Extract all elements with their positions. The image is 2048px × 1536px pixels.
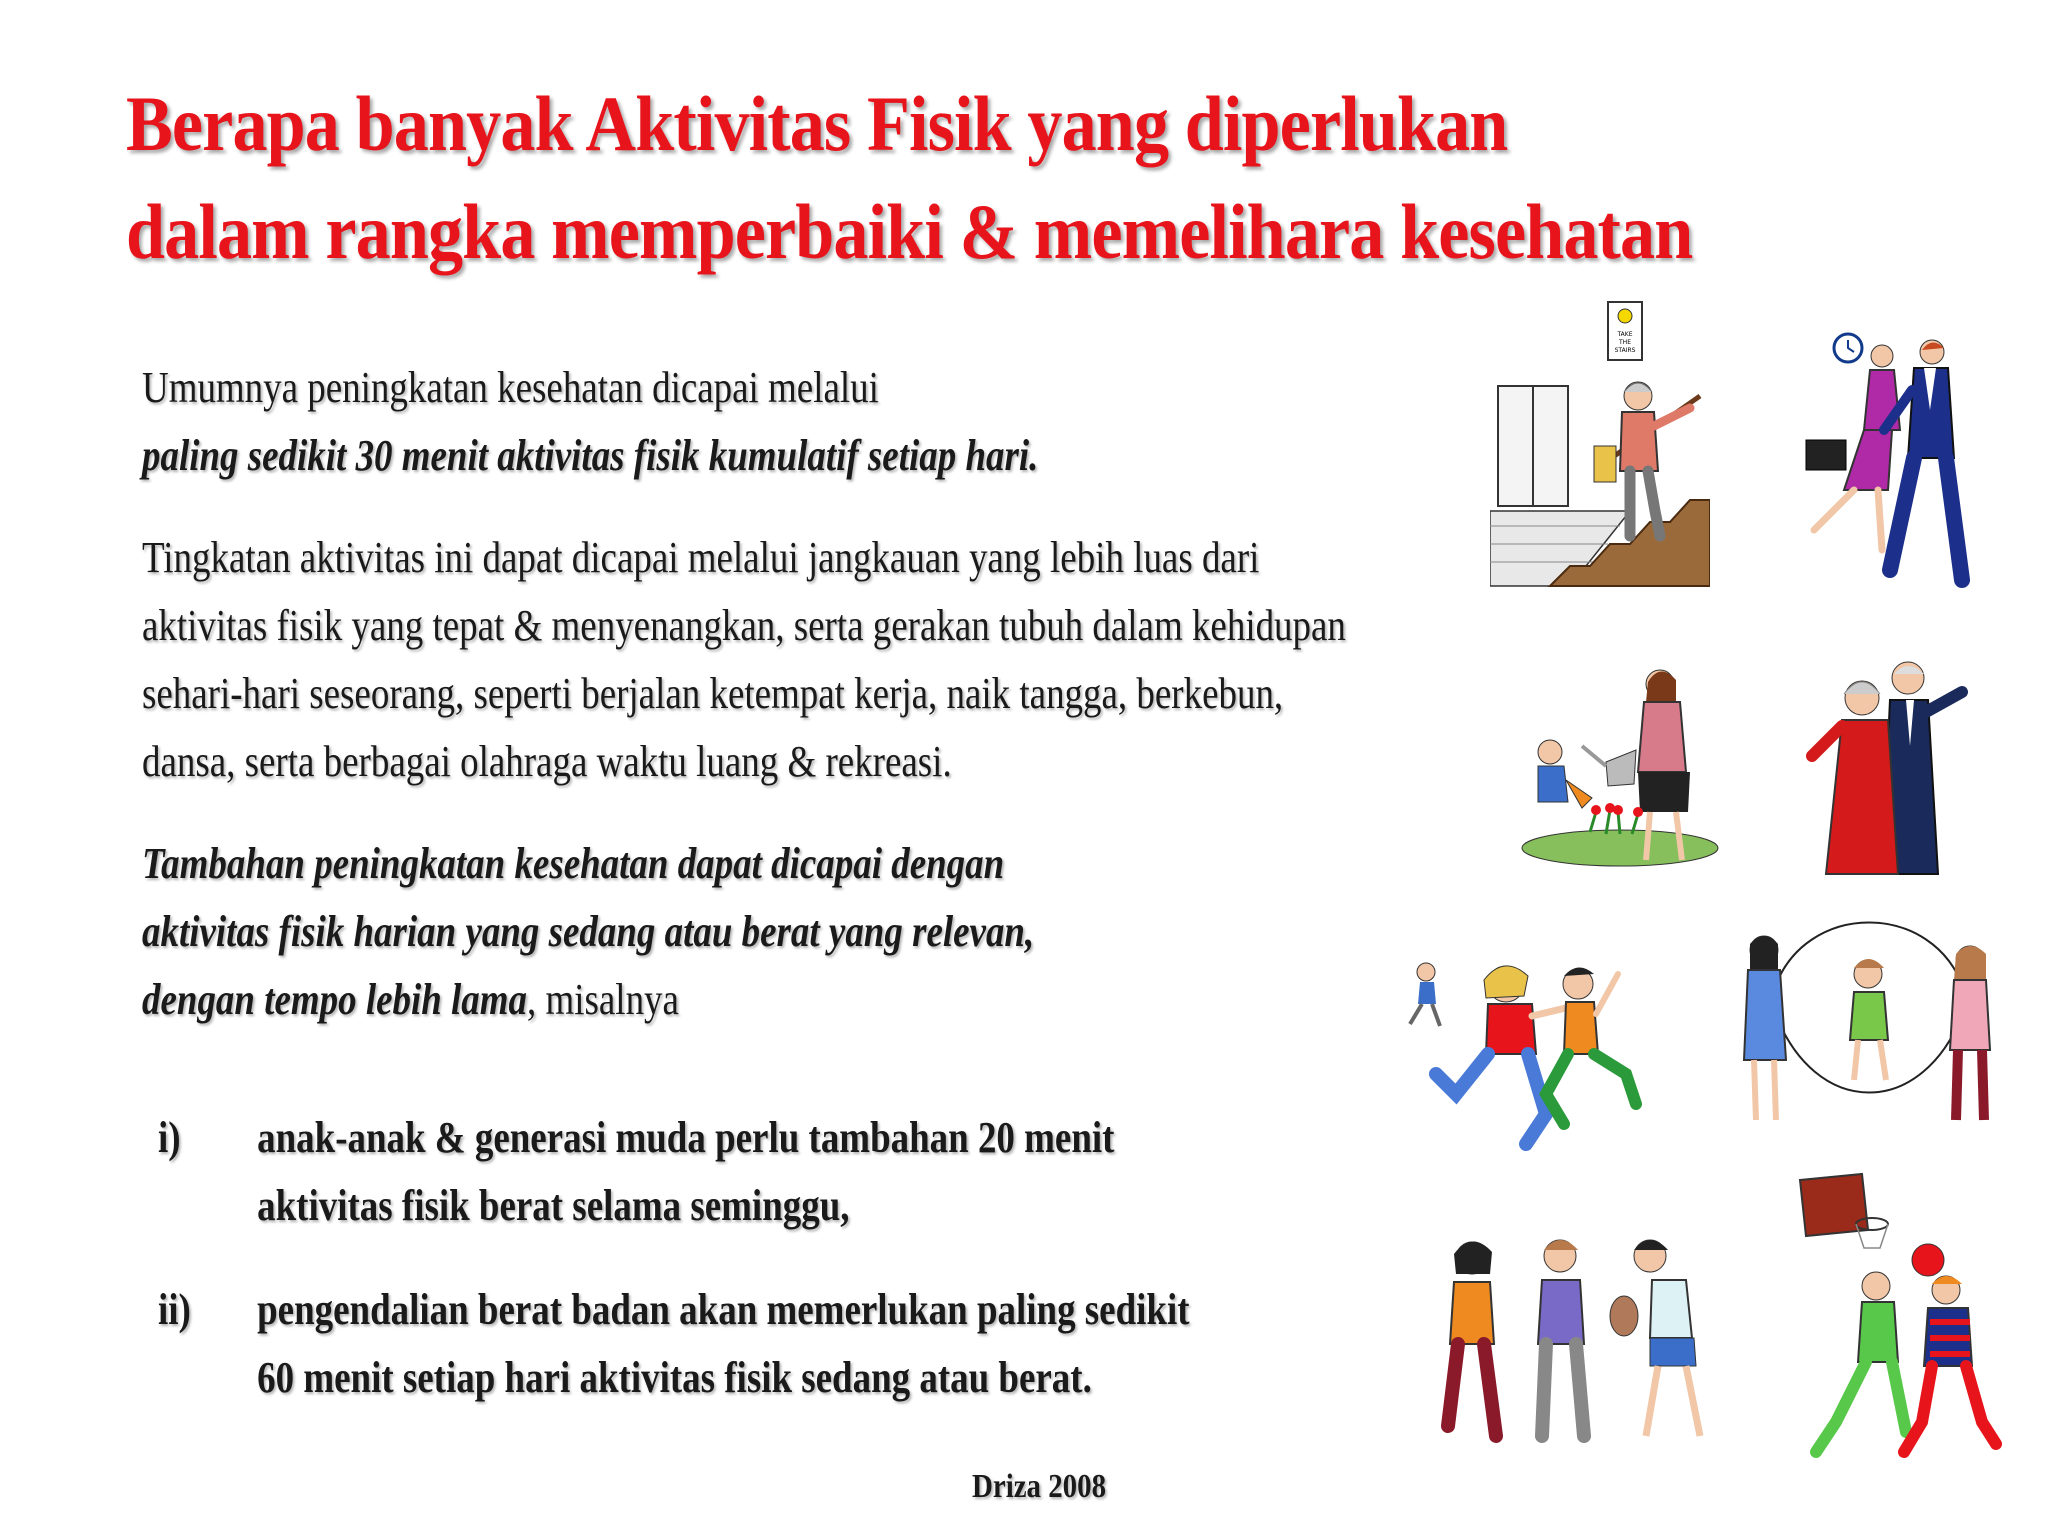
slide-title xyxy=(126,70,1693,286)
list-item-line-1: anak-anak & generasi muda perlu tambahan 20 menit xyxy=(257,1113,1115,1162)
dancing-couple-icon xyxy=(1798,656,1978,876)
activity-line-2: aktivitas fisik yang tepat & menyenangkan, serta gerakan tubuh dalam kehidupan xyxy=(142,601,1346,650)
intro-line-1: Umumnya peningkatan kesehatan dicapai melalui xyxy=(142,363,879,412)
list-marker: ii) xyxy=(158,1285,191,1334)
list-item-line-1: pengendalian berat badan akan memerlukan paling sedikit xyxy=(257,1285,1190,1334)
activity-paragraph xyxy=(142,524,1346,796)
list-item-line-2: 60 menit setiap hari aktivitas fisik sedang atau berat. xyxy=(257,1353,1092,1402)
stairs-climbing-icon xyxy=(1490,296,1710,596)
commuters-walking-icon xyxy=(1762,330,1972,592)
list-item xyxy=(158,1276,1190,1416)
children-running-icon xyxy=(1396,944,1646,1154)
extra-line-3 xyxy=(142,966,1034,1034)
activity-line-4: dansa, serta berbagai olahraga waktu luang & rekreasi. xyxy=(142,737,952,786)
extra-benefit-paragraph xyxy=(142,830,1034,1034)
title-line-2: dalam rangka memperbaiki & memelihara kesehatan xyxy=(126,188,1693,275)
title-line-1: Berapa banyak Aktivitas Fisik yang diperlukan xyxy=(126,80,1508,167)
sign-line-2: THE xyxy=(1619,339,1631,346)
extra-line-3-rest: , misalnya xyxy=(527,975,679,1024)
activity-line-1: Tingkatan aktivitas ini dapat dicapai melalui jangkauan yang lebih luas dari xyxy=(142,533,1260,582)
list-item-text xyxy=(257,1104,1114,1240)
extra-line-2: aktivitas fisik harian yang sedang atau berat yang relevan, xyxy=(142,907,1035,956)
extra-line-3-bold: dengan tempo lebih lama xyxy=(142,975,528,1024)
basketball-icon xyxy=(1796,1172,2006,1464)
list-item-text xyxy=(257,1276,1189,1412)
activity-line-3: sehari-hari seseorang, seperti berjalan ketempat kerja, naik tangga, berkebun, xyxy=(142,669,1284,718)
intro-paragraph xyxy=(142,354,1038,490)
ball-game-icon xyxy=(1424,1226,1724,1466)
intro-line-2: paling sedikit 30 menit aktivitas fisik kumulatif setiap hari. xyxy=(142,431,1039,480)
footer-credit: Driza 2008 xyxy=(972,1468,1107,1505)
list-item-line-2: aktivitas fisik berat selama seminggu, xyxy=(257,1181,850,1230)
sign-line-3: STAIRS xyxy=(1614,347,1636,354)
sign-line-1: TAKE xyxy=(1617,331,1633,338)
list-item xyxy=(158,1104,1115,1244)
list-marker: i) xyxy=(158,1113,181,1162)
jump-rope-icon xyxy=(1734,920,2004,1134)
extra-line-1: Tambahan peningkatan kesehatan dapat dicapai dengan xyxy=(142,839,1005,888)
gardening-icon xyxy=(1520,662,1720,870)
